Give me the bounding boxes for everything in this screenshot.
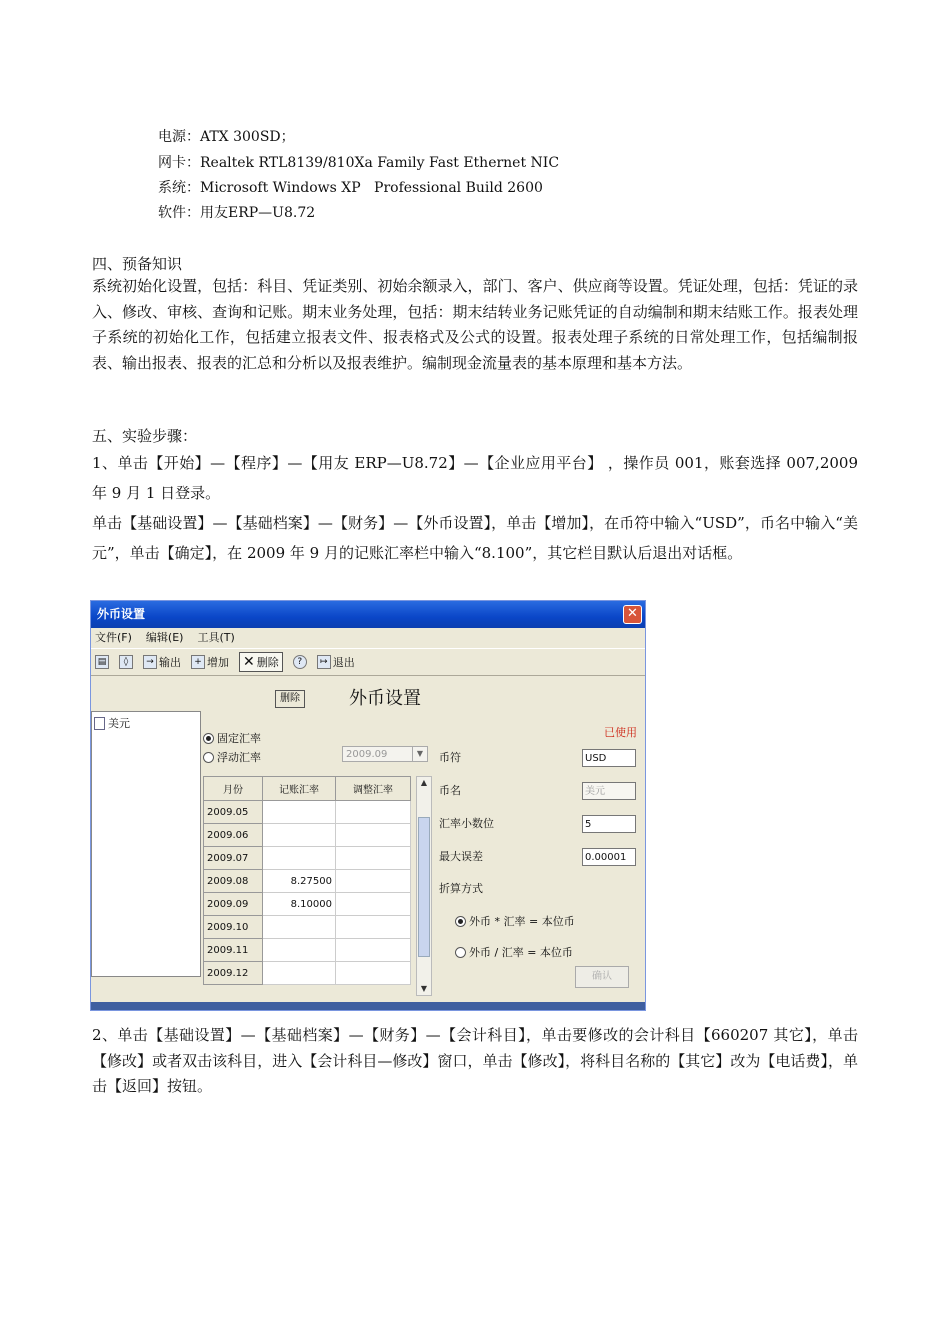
env-os: 系统：Microsoft Windows XP Professional Build 2600 bbox=[158, 180, 543, 196]
scroll-down-icon[interactable]: ▼ bbox=[420, 984, 428, 993]
currency-setup-dialog bbox=[90, 600, 646, 1011]
row-rate-cell[interactable] bbox=[263, 939, 336, 962]
row-rate-cell[interactable] bbox=[263, 801, 336, 824]
row-adjust-cell[interactable] bbox=[336, 847, 411, 870]
output-label: 输出 bbox=[159, 656, 181, 669]
menu-edit[interactable]: 编辑(E) bbox=[145, 631, 184, 644]
row-adjust-cell[interactable] bbox=[336, 962, 411, 985]
table-row bbox=[204, 916, 411, 939]
radio-fixed-label: 固定汇率 bbox=[217, 732, 261, 745]
tree-item-usd[interactable] bbox=[94, 715, 130, 731]
menu-tools[interactable]: 工具(T) bbox=[197, 631, 235, 644]
row-adjust-cell[interactable] bbox=[336, 916, 411, 939]
row-month: 2009.09 bbox=[204, 893, 263, 916]
help-icon: ? bbox=[293, 655, 307, 669]
delete-button[interactable] bbox=[239, 652, 283, 672]
row-adjust-cell[interactable] bbox=[336, 893, 411, 916]
row-adjust-cell[interactable] bbox=[336, 870, 411, 893]
conversion-label: 折算方式 bbox=[439, 882, 483, 895]
radio-float-rate[interactable] bbox=[203, 749, 261, 765]
row-month: 2009.06 bbox=[204, 824, 263, 847]
table-row bbox=[204, 847, 411, 870]
name-label: 币名 bbox=[439, 784, 461, 797]
row-adjust-cell[interactable] bbox=[336, 824, 411, 847]
row-month: 2009.07 bbox=[204, 847, 263, 870]
table-row bbox=[204, 893, 411, 916]
close-icon[interactable]: ✕ bbox=[623, 605, 642, 624]
col-book-rate: 记账汇率 bbox=[263, 777, 336, 801]
scroll-thumb[interactable] bbox=[418, 817, 430, 957]
table-scrollbar[interactable] bbox=[416, 776, 432, 996]
currency-tree bbox=[91, 711, 201, 977]
period-select[interactable] bbox=[342, 746, 428, 762]
conv-multiply-label: 外币 * 汇率 = 本位币 bbox=[469, 915, 575, 928]
radio-selected-icon bbox=[203, 733, 214, 744]
row-month: 2009.11 bbox=[204, 939, 263, 962]
radio-selected-icon bbox=[455, 916, 466, 927]
deleted-tag: 删除 bbox=[275, 690, 305, 708]
table-row bbox=[204, 962, 411, 985]
exit-button[interactable] bbox=[317, 654, 355, 670]
row-rate-cell[interactable]: 8.10000 bbox=[263, 893, 336, 916]
dialog-titlebar bbox=[91, 601, 645, 628]
toolbar bbox=[91, 648, 645, 676]
radio-fixed-rate[interactable] bbox=[203, 730, 261, 746]
name-input[interactable]: 美元 bbox=[582, 782, 636, 800]
row-rate-cell[interactable] bbox=[263, 824, 336, 847]
preview-icon: ◊ bbox=[119, 655, 133, 669]
menu-bar bbox=[91, 628, 645, 648]
section4-body: 系统初始化设置，包括：科目、凭证类别、初始余额录入，部门、客户、供应商等设置。凭证处理，包括：凭证的录入、修改、审核、查询和记账。期末业务处理，包括：期末结转业务记账凭证的自动编制和期末结账工作。报表处理子系统的初始化工作，包括建立报表文件、报表格式及公式的设置。报表处理子系统的日常处理工作，包括编制报表、输出报表、报表的汇总和分析以及报表维护。编制现金流量表的基本原理和基本方法。 bbox=[92, 277, 858, 372]
radio-conv-divide[interactable] bbox=[455, 944, 573, 960]
confirm-button[interactable]: 确认 bbox=[575, 966, 629, 988]
row-adjust-cell[interactable] bbox=[336, 801, 411, 824]
exit-label: 退出 bbox=[332, 656, 355, 669]
rate-table bbox=[203, 776, 411, 985]
decimals-input[interactable]: 5 bbox=[582, 815, 636, 833]
print-icon: ▤ bbox=[95, 655, 109, 669]
form-heading: 外币设置 bbox=[349, 688, 421, 709]
table-row bbox=[204, 870, 411, 893]
radio-unselected-icon bbox=[203, 752, 214, 763]
tree-item-label: 美元 bbox=[108, 717, 130, 730]
help-button[interactable] bbox=[293, 655, 307, 669]
delete-label: 删除 bbox=[256, 656, 279, 669]
section5-heading: 五、实验步骤： bbox=[92, 427, 198, 445]
maxerr-label: 最大误差 bbox=[439, 850, 483, 863]
row-month: 2009.10 bbox=[204, 916, 263, 939]
radio-float-label: 浮动汇率 bbox=[217, 751, 261, 764]
menu-file[interactable]: 文件(F) bbox=[95, 631, 132, 644]
row-month: 2009.12 bbox=[204, 962, 263, 985]
env-nic: 网卡：Realtek RTL8139/810Xa Family Fast Ethernet NIC bbox=[158, 155, 560, 171]
preview-button[interactable] bbox=[119, 655, 133, 669]
add-icon: + bbox=[191, 655, 205, 669]
delete-icon: ✕ bbox=[243, 654, 255, 670]
row-rate-cell[interactable] bbox=[263, 916, 336, 939]
section4-heading: 四、预备知识 bbox=[92, 255, 183, 273]
scroll-up-icon[interactable]: ▲ bbox=[420, 778, 428, 787]
row-rate-cell[interactable] bbox=[263, 962, 336, 985]
table-row bbox=[204, 939, 411, 962]
decimals-label: 汇率小数位 bbox=[439, 817, 494, 830]
add-button[interactable] bbox=[191, 654, 229, 670]
output-icon: → bbox=[143, 655, 157, 669]
col-month: 月份 bbox=[204, 777, 263, 801]
table-row bbox=[204, 801, 411, 824]
document-icon bbox=[94, 717, 105, 730]
row-adjust-cell[interactable] bbox=[336, 939, 411, 962]
used-status: 已使用 bbox=[604, 726, 637, 739]
radio-conv-multiply[interactable] bbox=[455, 913, 575, 929]
table-row bbox=[204, 824, 411, 847]
symbol-input[interactable]: USD bbox=[582, 749, 636, 767]
period-value: 2009.09 bbox=[346, 749, 388, 760]
maxerr-input[interactable]: 0.00001 bbox=[582, 848, 636, 866]
symbol-label: 币符 bbox=[439, 751, 461, 764]
step1-text: 1、单击【开始】—【程序】—【用友 ERP—U8.72】—【企业应用平台】 ，操作员 001，账套选择 007,2009 年 9 月 1 日登录。 bbox=[92, 454, 858, 502]
print-button[interactable] bbox=[95, 655, 109, 669]
col-adjust-rate: 调整汇率 bbox=[336, 777, 411, 801]
conv-divide-label: 外币 / 汇率 = 本位币 bbox=[469, 946, 573, 959]
step1b-text: 单击【基础设置】—【基础档案】—【财务】—【外币设置】，单击【增加】，在币符中输入“USD”，币名中输入“美元”，单击【确定】，在 2009 年 9 月的记账汇率栏中输入“8.100”，其它栏目默认后退出对话框。 bbox=[92, 514, 858, 562]
row-month: 2009.08 bbox=[204, 870, 263, 893]
step2-text: 2、单击【基础设置】—【基础档案】—【财务】—【会计科目】，单击要修改的会计科目【660207 其它】，单击【修改】或者双击该科目，进入【会计科目—修改】窗口，单击【修改】，将科目名称的【其它】改为【电话费】，单击【返回】按钮。 bbox=[92, 1026, 858, 1095]
output-button[interactable] bbox=[143, 654, 181, 670]
dialog-body bbox=[91, 676, 645, 1010]
dialog-title: 外币设置 bbox=[97, 607, 146, 621]
add-label: 增加 bbox=[207, 656, 229, 669]
taskbar-strip bbox=[91, 1002, 645, 1010]
env-power: 电源：ATX 300SD； bbox=[158, 129, 295, 145]
chevron-down-icon: ▼ bbox=[412, 747, 427, 761]
exit-icon: ↦ bbox=[317, 655, 331, 669]
row-rate-cell[interactable] bbox=[263, 847, 336, 870]
env-software: 软件：用友ERP—U8.72 bbox=[158, 205, 316, 221]
row-month: 2009.05 bbox=[204, 801, 263, 824]
row-rate-cell[interactable]: 8.27500 bbox=[263, 870, 336, 893]
radio-unselected-icon bbox=[455, 947, 466, 958]
